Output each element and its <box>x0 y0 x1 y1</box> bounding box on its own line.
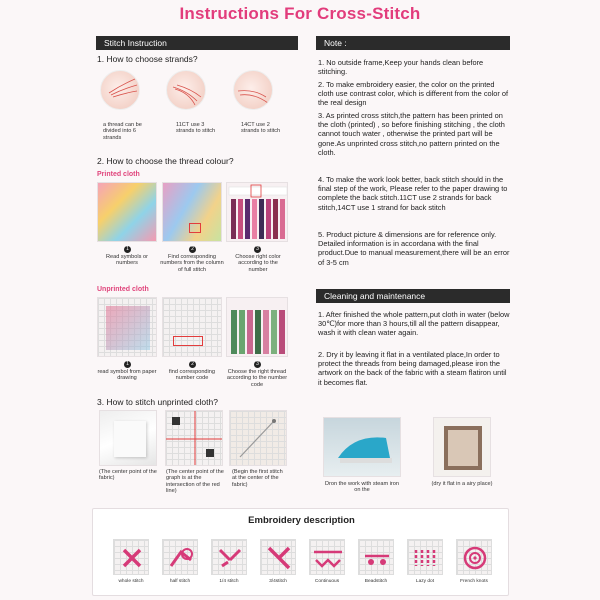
unprinted-cloth-label: Unprinted cloth <box>97 286 149 293</box>
paper-drawing-photo <box>97 297 157 357</box>
emb-label-lazy: Lazy dot <box>415 579 435 584</box>
emb-label-bead: Beadstitch <box>364 579 388 584</box>
note-5: 5. Product picture & dimensions are for reference only. Detailed information is in accordana with the final product.Due to manual measurement,there will be an error of 3-5 cm <box>318 230 510 267</box>
quarter-stitch-icon <box>211 539 247 575</box>
symbol-chart-photo <box>162 182 222 242</box>
unprinted-caption-1: read symbol from paper drawing <box>97 369 157 382</box>
strand-caption-6: a thread can be divided into 6 strands <box>103 122 142 141</box>
emb-label-quarter: 1/4 stitch <box>219 579 239 584</box>
number-code-photo <box>162 297 222 357</box>
printed-pattern-photo <box>97 182 157 242</box>
half-stitch-icon <box>162 539 198 575</box>
three-quarter-stitch-icon <box>260 539 296 575</box>
stitch-caption-3: (Begin the first stitch at the center of the fabric) <box>232 469 283 488</box>
iron-caption: Dron the work with steam iron on the <box>325 481 399 494</box>
question-strands: 1. How to choose strands? <box>97 54 198 64</box>
emb-label-continuous: Continuous <box>314 579 340 584</box>
unprinted-caption-3: Choose the right thread according to the number code <box>226 369 288 388</box>
step-badge-2: 2 <box>189 246 196 253</box>
printed-caption-2: Find corresponding numbers from the column of full stitch <box>160 254 224 273</box>
embroidery-title: Embroidery description <box>248 515 355 526</box>
cleaning-2: 2. Dry it by leaving it flat in a ventilated place,In order to protect the threads from being damaged,please iron the artwork on the back of the fabric with a steam flatiron until it becomes flat. <box>318 350 507 387</box>
unprinted-caption-2: find corresponding number code <box>168 369 216 382</box>
continuous-stitch-icon <box>309 539 345 575</box>
whole-stitch-icon <box>113 539 149 575</box>
thread-skeins-photo <box>226 182 288 242</box>
dry-caption: (dry it flat in a airy place) <box>431 481 493 487</box>
thread-code-photo <box>226 297 288 357</box>
printed-caption-3: Choose right color according to the number <box>235 254 281 273</box>
stitch-caption-1: (The center point of the fabric) <box>99 469 157 482</box>
emb-label-french: French knots <box>460 579 488 584</box>
strand-caption-3: 11CT use 3 strands to stitch <box>176 122 216 135</box>
step-badge-3: 3 <box>254 246 261 253</box>
cleaning-header: Cleaning and maintenance <box>316 289 510 303</box>
bead-stitch-icon <box>358 539 394 575</box>
emb-label-whole: whole stitch <box>118 579 144 584</box>
note-2: 2. To make embroidery easier, the color on the printed cloth use contrast color, which is different from the color of the real design <box>318 80 509 108</box>
printed-cloth-label: Printed cloth <box>97 171 140 178</box>
printed-caption-1: Read symbols or numbers <box>106 254 148 267</box>
step-badge-1: 1 <box>124 246 131 253</box>
strand-caption-2: 14CT use 2 strands to stitch <box>241 122 281 135</box>
step-badge-1b: 1 <box>124 361 131 368</box>
page-title: Instructions For Cross-Stitch <box>179 4 421 23</box>
strand-photo-3 <box>166 70 206 110</box>
steam-iron-photo <box>323 417 401 477</box>
fabric-center-photo <box>99 410 157 466</box>
stitch-instruction-header: Stitch Instruction <box>96 36 298 50</box>
note-header: Note : <box>316 36 510 50</box>
stitch-caption-2: (The center point of the graph is at the intersection of the red line) <box>166 469 224 495</box>
french-knots-icon <box>456 539 492 575</box>
cleaning-1: 1. After finished the whole pattern,put cloth in water (below 30℃)for more than 3 hours,till all the pattern disappear, wash it with clean water again. <box>318 310 510 338</box>
question-colour: 2. How to choose the thread colour? <box>97 156 234 166</box>
step-badge-2b: 2 <box>189 361 196 368</box>
first-stitch-photo <box>229 410 287 466</box>
strand-photo-2 <box>233 70 273 110</box>
embroidery-description-panel <box>92 508 509 596</box>
step-badge-3b: 3 <box>254 361 261 368</box>
note-1: 1. No outside frame,Keep your hands clean before stitching. <box>318 58 484 77</box>
note-4: 4. To make the work look better, back stitch should in the final step of the work, Please refer to the paper drawing to complete the back stitch.11CT use 2 strands for back stitch,14CT use 1 strand for back stitch <box>318 175 508 212</box>
dry-flat-photo <box>433 417 491 477</box>
strand-photo-6 <box>100 70 140 110</box>
emb-label-three-quarter: 3/4stitch <box>269 579 287 584</box>
note-3: 3. As printed cross stitch,the pattern has been printed on the cloth (printed) , so before finishing stitching , the cloth cannot touch water , otherwise the printed part will be gone.As unprinted cross stitch,no pattern printed on the cloth. <box>318 111 505 157</box>
question-unprinted: 3. How to stitch unprinted cloth? <box>97 397 218 407</box>
emb-label-half: half stitch <box>169 579 191 584</box>
lazy-dot-icon <box>407 539 443 575</box>
graph-center-photo <box>165 410 223 466</box>
